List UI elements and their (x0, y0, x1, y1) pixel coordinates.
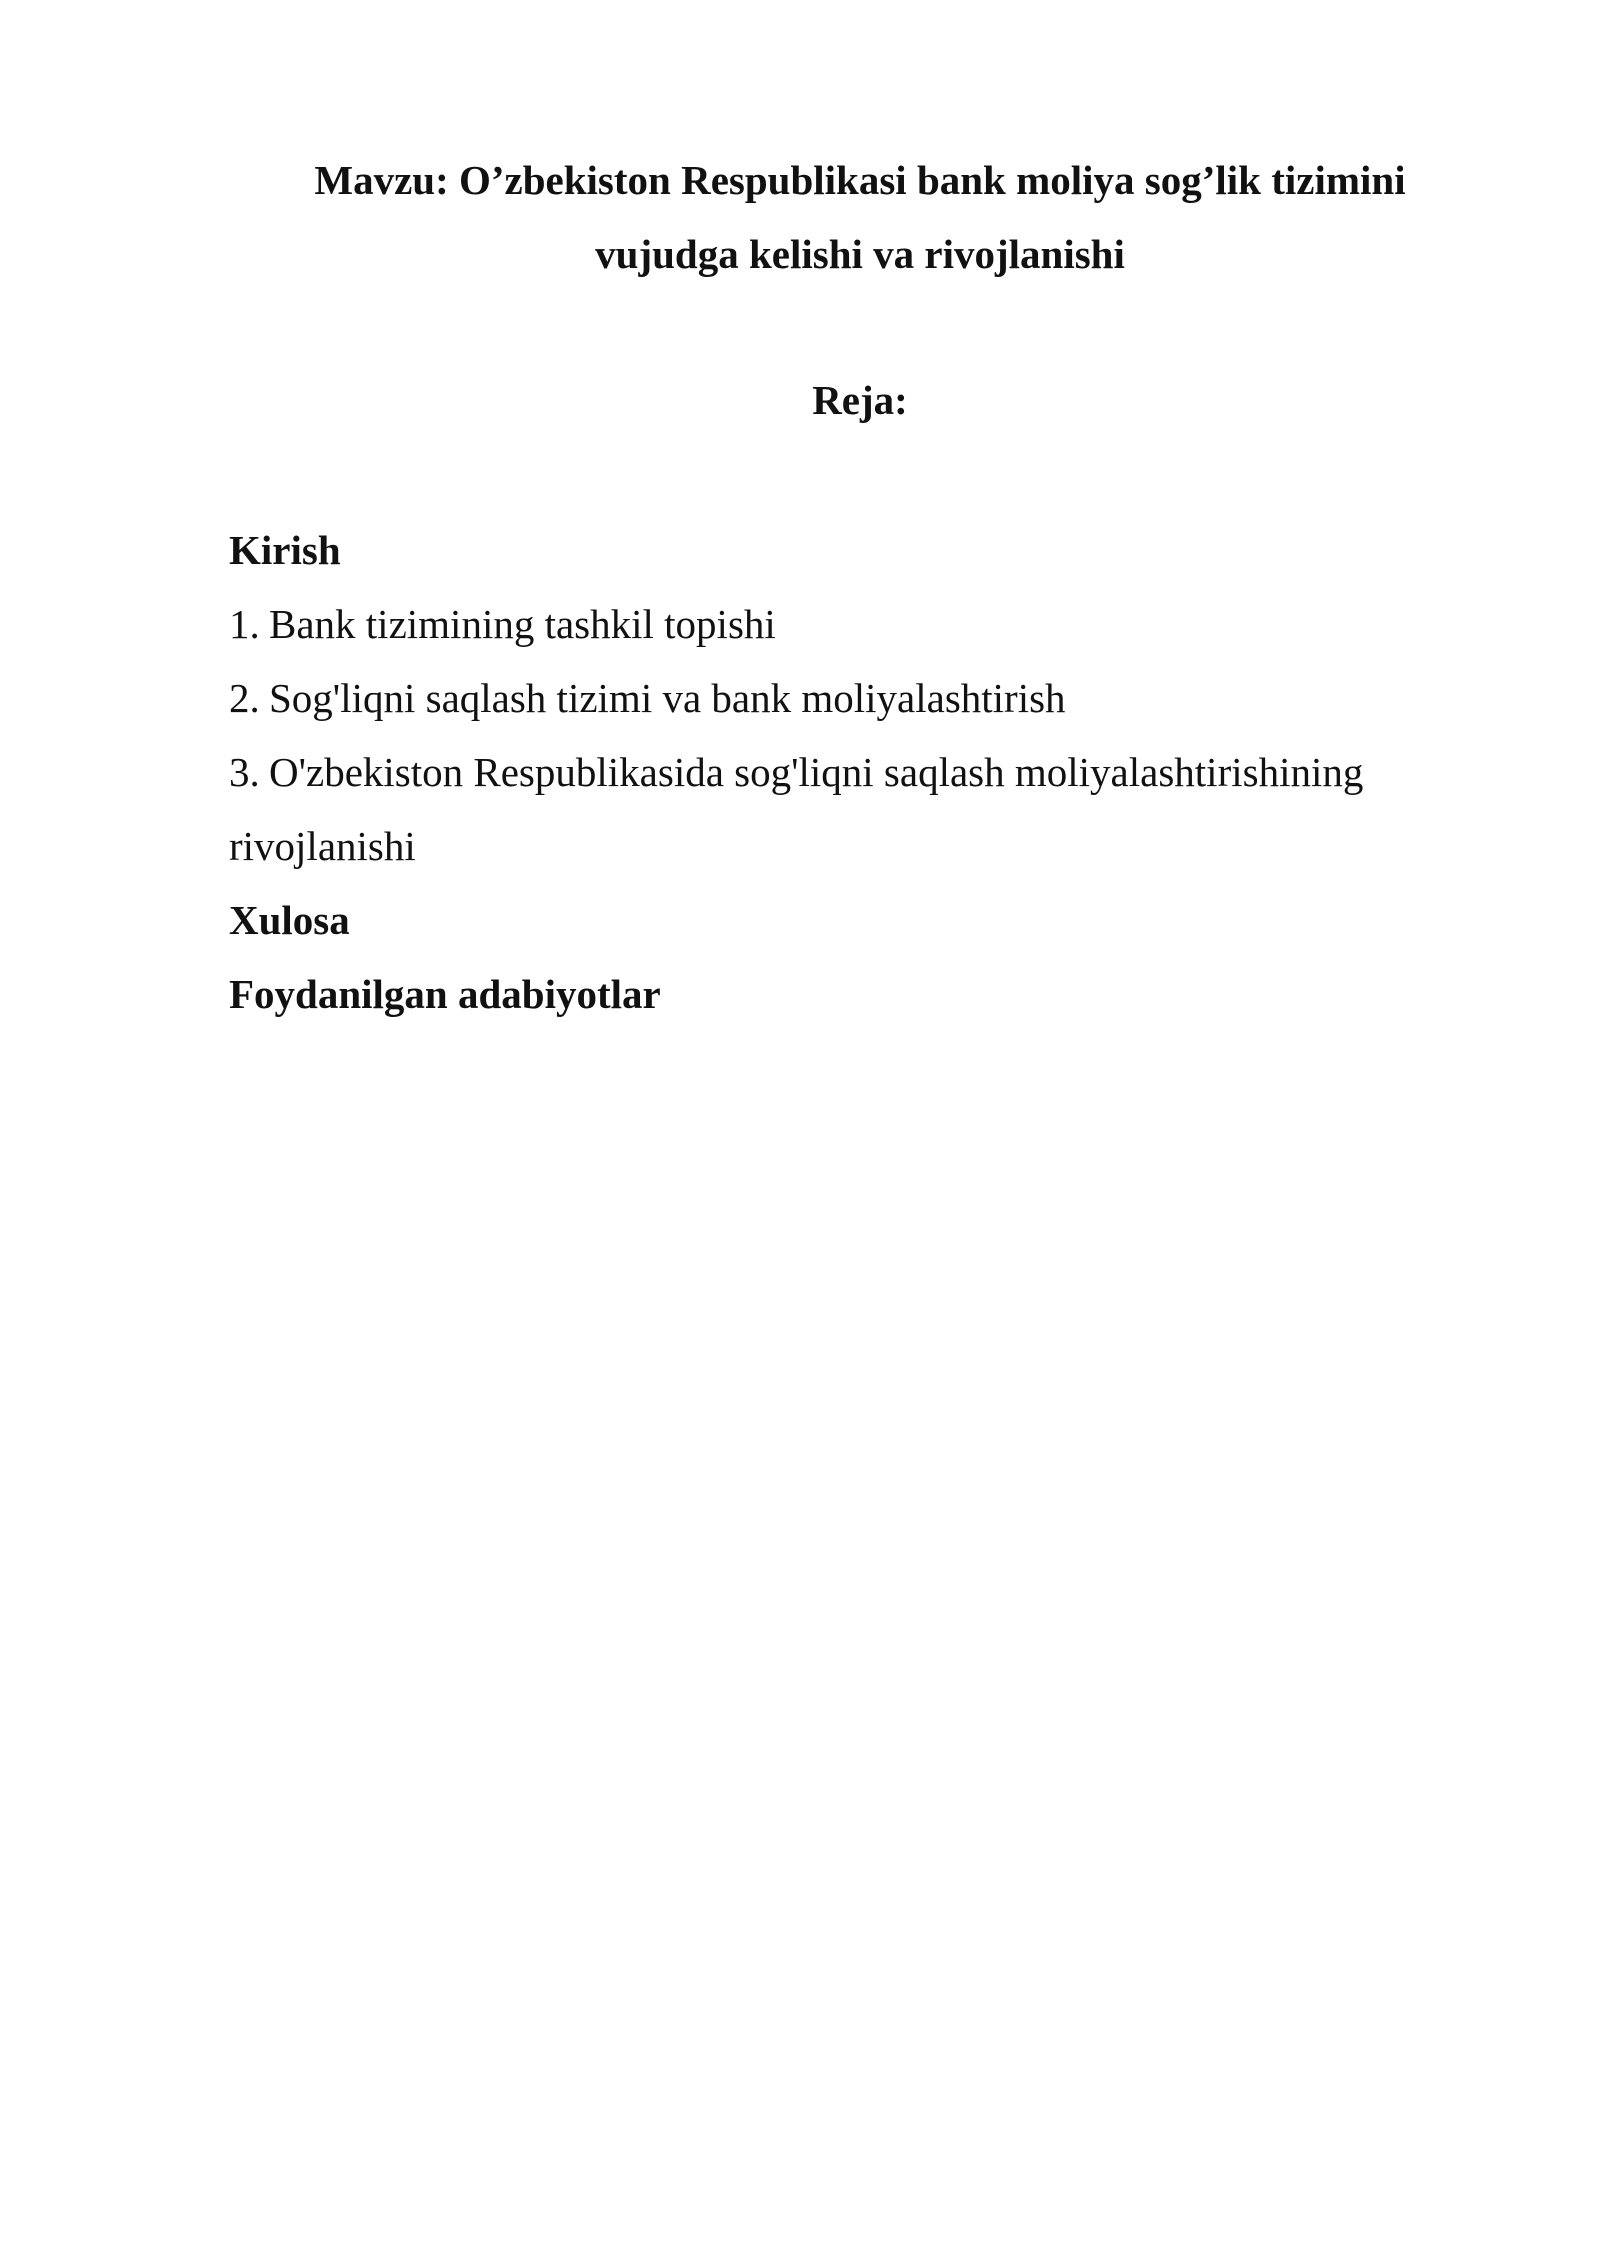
plan-item-3-continuation: rivojlanishi (229, 823, 416, 869)
plan-item-text: O'zbekiston Respublikasida sog'liqni saqlash moliyalashtirishining (269, 749, 1364, 795)
plan-item-3 (229, 735, 1489, 809)
plan-item-number: 2. (229, 675, 260, 721)
plan-item-1 (229, 587, 1489, 661)
plan-item-text: Bank tizimining tashkil topishi (269, 601, 776, 647)
plan-list (229, 513, 1489, 1031)
plan-item-number: 1. (229, 601, 260, 647)
plan-intro: Kirish (229, 527, 341, 573)
title-line-2: vujudga kelishi va rivojlanishi (595, 231, 1125, 277)
plan-item-number: 3. (229, 749, 260, 795)
plan-conclusion: Xulosa (229, 897, 350, 943)
plan-heading: Reja: (812, 377, 908, 423)
plan-item-text: Sog'liqni saqlash tizimi va bank moliyalashtirish (269, 675, 1066, 721)
plan-references: Foydanilgan adabiyotlar (229, 971, 661, 1017)
title-line-1: Mavzu: O’zbekiston Respublikasi bank moliya sog’lik tizimini (314, 157, 1406, 203)
plan-item-2 (229, 661, 1489, 735)
document-title (230, 143, 1490, 291)
